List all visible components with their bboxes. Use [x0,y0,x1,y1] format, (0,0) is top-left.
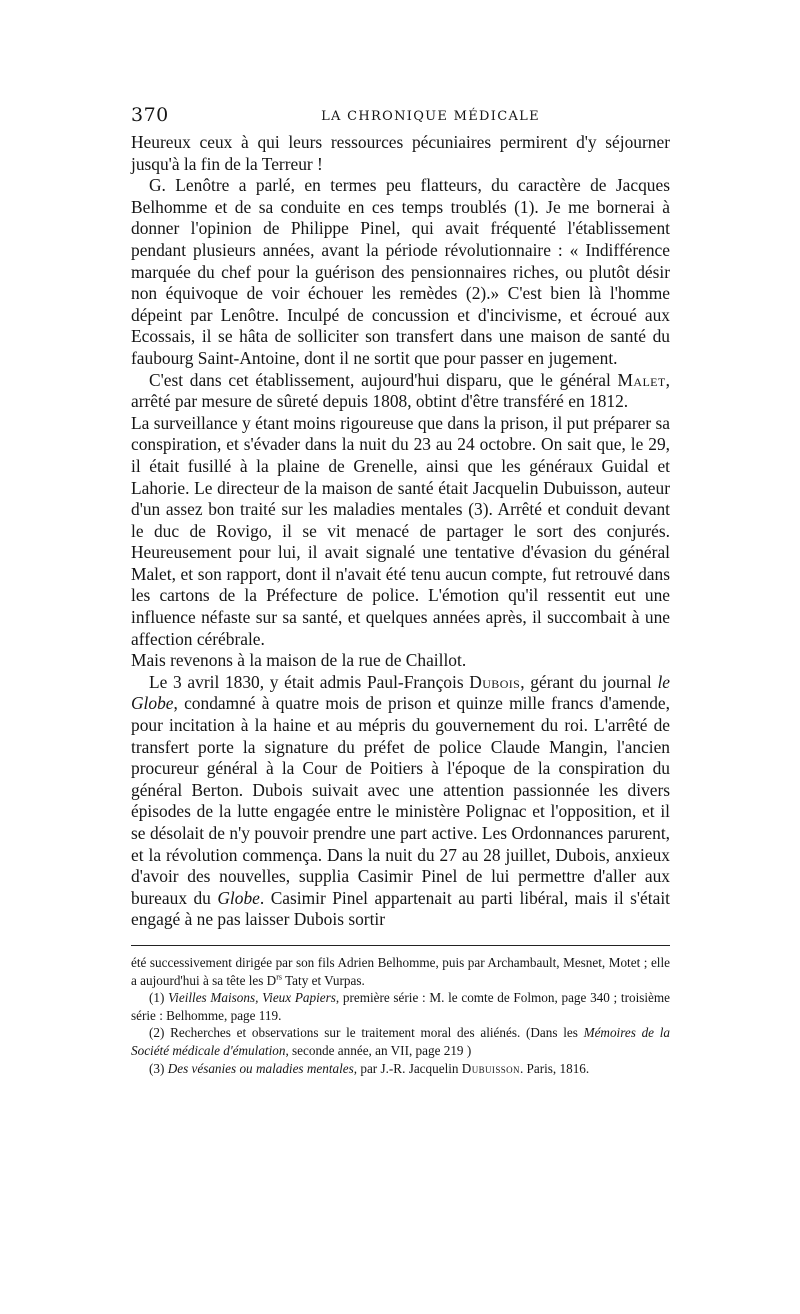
footnote-number: (3) [149,1060,165,1076]
person-name: Malet [617,369,666,390]
paragraph: Mais revenons à la maison de la rue de Chaillot. [131,650,467,671]
text-run: . Paris, 1816. [519,1060,590,1076]
running-title: LA CHRONIQUE MÉDICALE [321,109,540,124]
book-title: Des vésanies ou maladies mentales [167,1060,354,1076]
text-run: été successivement dirigée par son fils Adrien Belhomme, puis par Archambault, Mesnet, Motet ; elle a aujourd'hui à sa tête les D [131,954,670,988]
footnote-separator [131,945,670,946]
page-number: 370 [131,104,169,126]
superscript: rs [276,972,282,982]
journal-title: le Globe [131,671,670,714]
footnote-3 [131,1060,670,1078]
footnote-1 [131,989,670,1024]
footnote-2 [131,1024,670,1059]
person-name: Dubuisson [461,1060,520,1076]
text-run: , condamné à quatre mois de prison et quinze mille francs d'amende, pour incitation à la haine et au mépris du gouvernement du roi. L'arrêté de transfert porte la signature du préfet de police Claude Mangin, l'ancien procureur général à la Cour de Poitiers à l'époque de la conspiration du général Berton. Dubois suivait avec une attention passionnée les divers épisodes de la lutte engagée entre le ministère Polignac et l'opposition, et il se désolait de n'y pouvoir prendre une part active. Les Ordonnances parurent, et la révolution commença. Dans la nuit du 27 au 28 juillet, Dubois, anxieux d'avoir des nouvelles, supplia Casimir Pinel de lui permettre d'aller aux bureaux du [131,693,670,908]
paragraph: Heureux ceux à qui leurs ressources pécuniaires permirent d'y séjourner jusqu'à la fin de la Terreur ! [131,132,670,174]
book-title: Vieilles Maisons, Vieux Papiers [168,990,336,1006]
text-run: Le 3 avril 1830, y était admis Paul-François [149,671,470,692]
paragraph [131,672,670,931]
text-run: , par J.-R. Jacquelin [353,1060,462,1076]
person-name: Dubois [469,671,521,692]
text-run: . Casimir Pinel appartenait au parti libéral, mais il s'était engagé à ne pas laisser Dubois sortir [131,887,670,930]
footnote-number: (2) [149,1025,165,1041]
book-page [131,100,670,1077]
text-run: , seconde année, an VII, page 219 ) [285,1042,472,1058]
book-title: Mémoires de la Société médicale d'émulation [131,1025,671,1058]
journal-title: Globe [217,887,260,908]
text-run: Recherches et observations sur le traitement moral des aliénés. (Dans les [170,1025,584,1041]
text-run: , gérant du journal [520,671,658,692]
text-run: Taty et Vurpas. [281,972,365,988]
paragraph: G. Lenôtre a parlé, en termes peu flatteurs, du caractère de Jacques Belhomme et de sa conduite en ces temps troublés (1). Je me bornerai à donner l'opinion de Philippe Pinel, qui avait fréquenté l'établissement pendant plusieurs années, avant la période révolutionnaire : « Indifférence marquée du chef pour la guérison des pensionnaires riches, ou plutôt désir non équivoque de voir échouer les remèdes (2).» C'est bien là l'homme dépeint par Lenôtre. Inculpé de concussion et d'incivisme, et écroué aux Ecossais, il se hâta de solliciter son transfert dans une maison de santé du faubourg Saint-Antoine, dont il ne sortit que pour passer en jugement. [131,175,670,368]
paragraph [131,370,670,413]
text-run: , arrêté par mesure de sûreté depuis 1808, obtint d'être transféré en 1812. [131,369,670,412]
main-text [131,132,670,931]
text-run: , première série : M. le comte de Folmon, page 340 ; troisième série : Belhomme, page 119. [131,990,670,1023]
page-header [131,100,670,132]
text-run: C'est dans cet établissement, aujourd'hui disparu, que le général [149,369,618,390]
paragraph: La surveillance y étant moins rigoureuse que dans la prison, il put préparer sa conspiration, et s'évader dans la nuit du 23 au 24 octobre. On sait que, le 29, il était fusillé à la plaine de Grenelle, ainsi que les généraux Guidal et Lahorie. Le directeur de la maison de santé était Jacquelin Dubuisson, auteur d'un assez bon traité sur les maladies mentales (3). Arrêté et conduit devant le duc de Rovigo, il se vit menacé de partager le sort des conjurés. Heureusement pour lui, il avait signalé une tentative d'évasion du général Malet, et son rapport, dont il n'avait été tenu aucun compte, fut retrouvé dans les cartons de la Préfecture de police. L'émotion qu'il ressentit eut une influence néfaste sur sa santé, et quelques années après, il succombait à une affection cérébrale. [131,412,670,649]
footnotes [131,954,670,1077]
footnote-number: (1) [149,990,165,1006]
footnote-continuation [131,954,670,989]
